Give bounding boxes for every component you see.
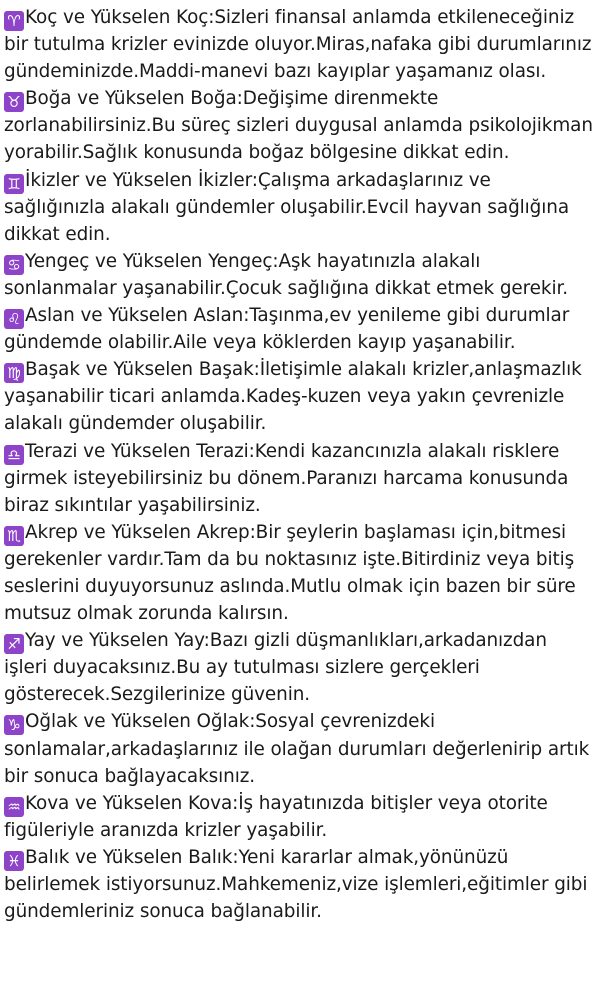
sagittarius-icon: ♐ (4, 634, 24, 654)
aquarius-icon: ♒ (4, 797, 24, 817)
entry-scorpio (4, 519, 594, 627)
entry-leo (4, 302, 594, 356)
taurus-icon: ♉ (4, 92, 24, 112)
entry-aries (4, 4, 594, 85)
entry-text: Koç ve Yükselen Koç:Sizleri finansal anlamda etkileneceğiniz bir tutulma krizler evinizde oluyor.Miras,nafaka gibi durumlarınız gündeminizde.Maddi-manevi bazı kayıplar yaşamanız olası. (4, 7, 592, 83)
entry-cancer (4, 248, 594, 302)
aries-icon: ♈ (4, 11, 24, 31)
entry-sagittarius (4, 627, 594, 708)
entry-text: Aslan ve Yükselen Aslan:Taşınma,ev yenileme gibi durumlar gündemde olabilir.Aile veya köklerden kayıp yaşanabilir. (4, 305, 570, 354)
entry-text: Yengeç ve Yükselen Yengeç:Aşk hayatınızla alakalı sonlanmalar yaşanabilir.Çocuk sağlığına dikkat etmek gerekir. (4, 250, 568, 299)
cancer-icon: ♋ (4, 255, 24, 275)
entry-virgo (4, 356, 594, 437)
entry-text: Kova ve Yükselen Kova:İş hayatınızda bitişler veya otorite figüleriyle aranızda krizler yaşabilir. (4, 792, 548, 841)
entry-pisces (4, 844, 594, 925)
entry-taurus (4, 85, 594, 166)
entry-text: Başak ve Yükselen Başak:İletişimle alakalı krizler,anlaşmazlık yaşanabilir ticari anlamda.Kadeş-kuzen veya yakın çevrenizle alakalı gündemder oluşabilir. (4, 359, 582, 435)
entry-libra (4, 438, 594, 519)
entry-gemini (4, 167, 594, 248)
pisces-icon: ♓ (4, 851, 24, 871)
capricorn-icon: ♑ (4, 715, 24, 735)
entry-text: Yay ve Yükselen Yay:Bazı gizli düşmanlıkları,arkadanızdan işleri duyacaksınız.Bu ay tutulması sizlere gerçekleri gösterecek.Sezgilerinize güvenin. (4, 630, 547, 706)
entry-text: Balık ve Yükselen Balık:Yeni kararlar almak,yönünüzü belirlemek istiyorsunuz.Mahkemeniz,vize işlemleri,eğitimler gibi gündemleriniz sonuca bağlanabilir. (4, 846, 588, 923)
virgo-icon: ♍ (4, 363, 24, 383)
scorpio-icon: ♏ (4, 526, 24, 546)
horoscope-text (4, 4, 594, 925)
entry-text: Akrep ve Yükselen Akrep:Bir şeylerin başlaması için,bitmesi gerekenler vardır.Tam da bu noktasınız işte.Bitirdiniz veya bitiş seslerini duyuyorsunuz aslında.Mutlu olmak için bazen bir süre mutsuz olmak zorunda kalırsın. (4, 521, 576, 625)
libra-icon: ♎ (4, 445, 24, 465)
leo-icon: ♌ (4, 309, 24, 329)
entry-text: Terazi ve Yükselen Terazi:Kendi kazancınızla alakalı risklere girmek isteyebilirsiniz bu dönem.Paranızı harcama konusunda biraz sıkıntılar yaşabilirsiniz. (4, 440, 569, 516)
entry-text: Oğlak ve Yükselen Oğlak:Sosyal çevrenizdeki sonlamalar,arkadaşlarınız ile olağan durumları değerlenirip artık bir sonuca bağlayacaksınız. (4, 711, 590, 787)
entry-text: Boğa ve Yükselen Boğa:Değişime direnmekte zorlanabilirsiniz.Bu süreç sizleri duygusal anlamda psikolojikman yorabilir.Sağlık konusunda boğaz bölgesine dikkat edin. (4, 88, 593, 164)
entry-aquarius (4, 790, 594, 844)
entry-text: İkizler ve Yükselen İkizler:Çalışma arkadaşlarınız ve sağlığınızla alakalı gündemler oluşabilir.Evcil hayvan sağlığına dikkat edin. (4, 169, 569, 245)
entry-capricorn (4, 708, 594, 789)
gemini-icon: ♊ (4, 174, 24, 194)
